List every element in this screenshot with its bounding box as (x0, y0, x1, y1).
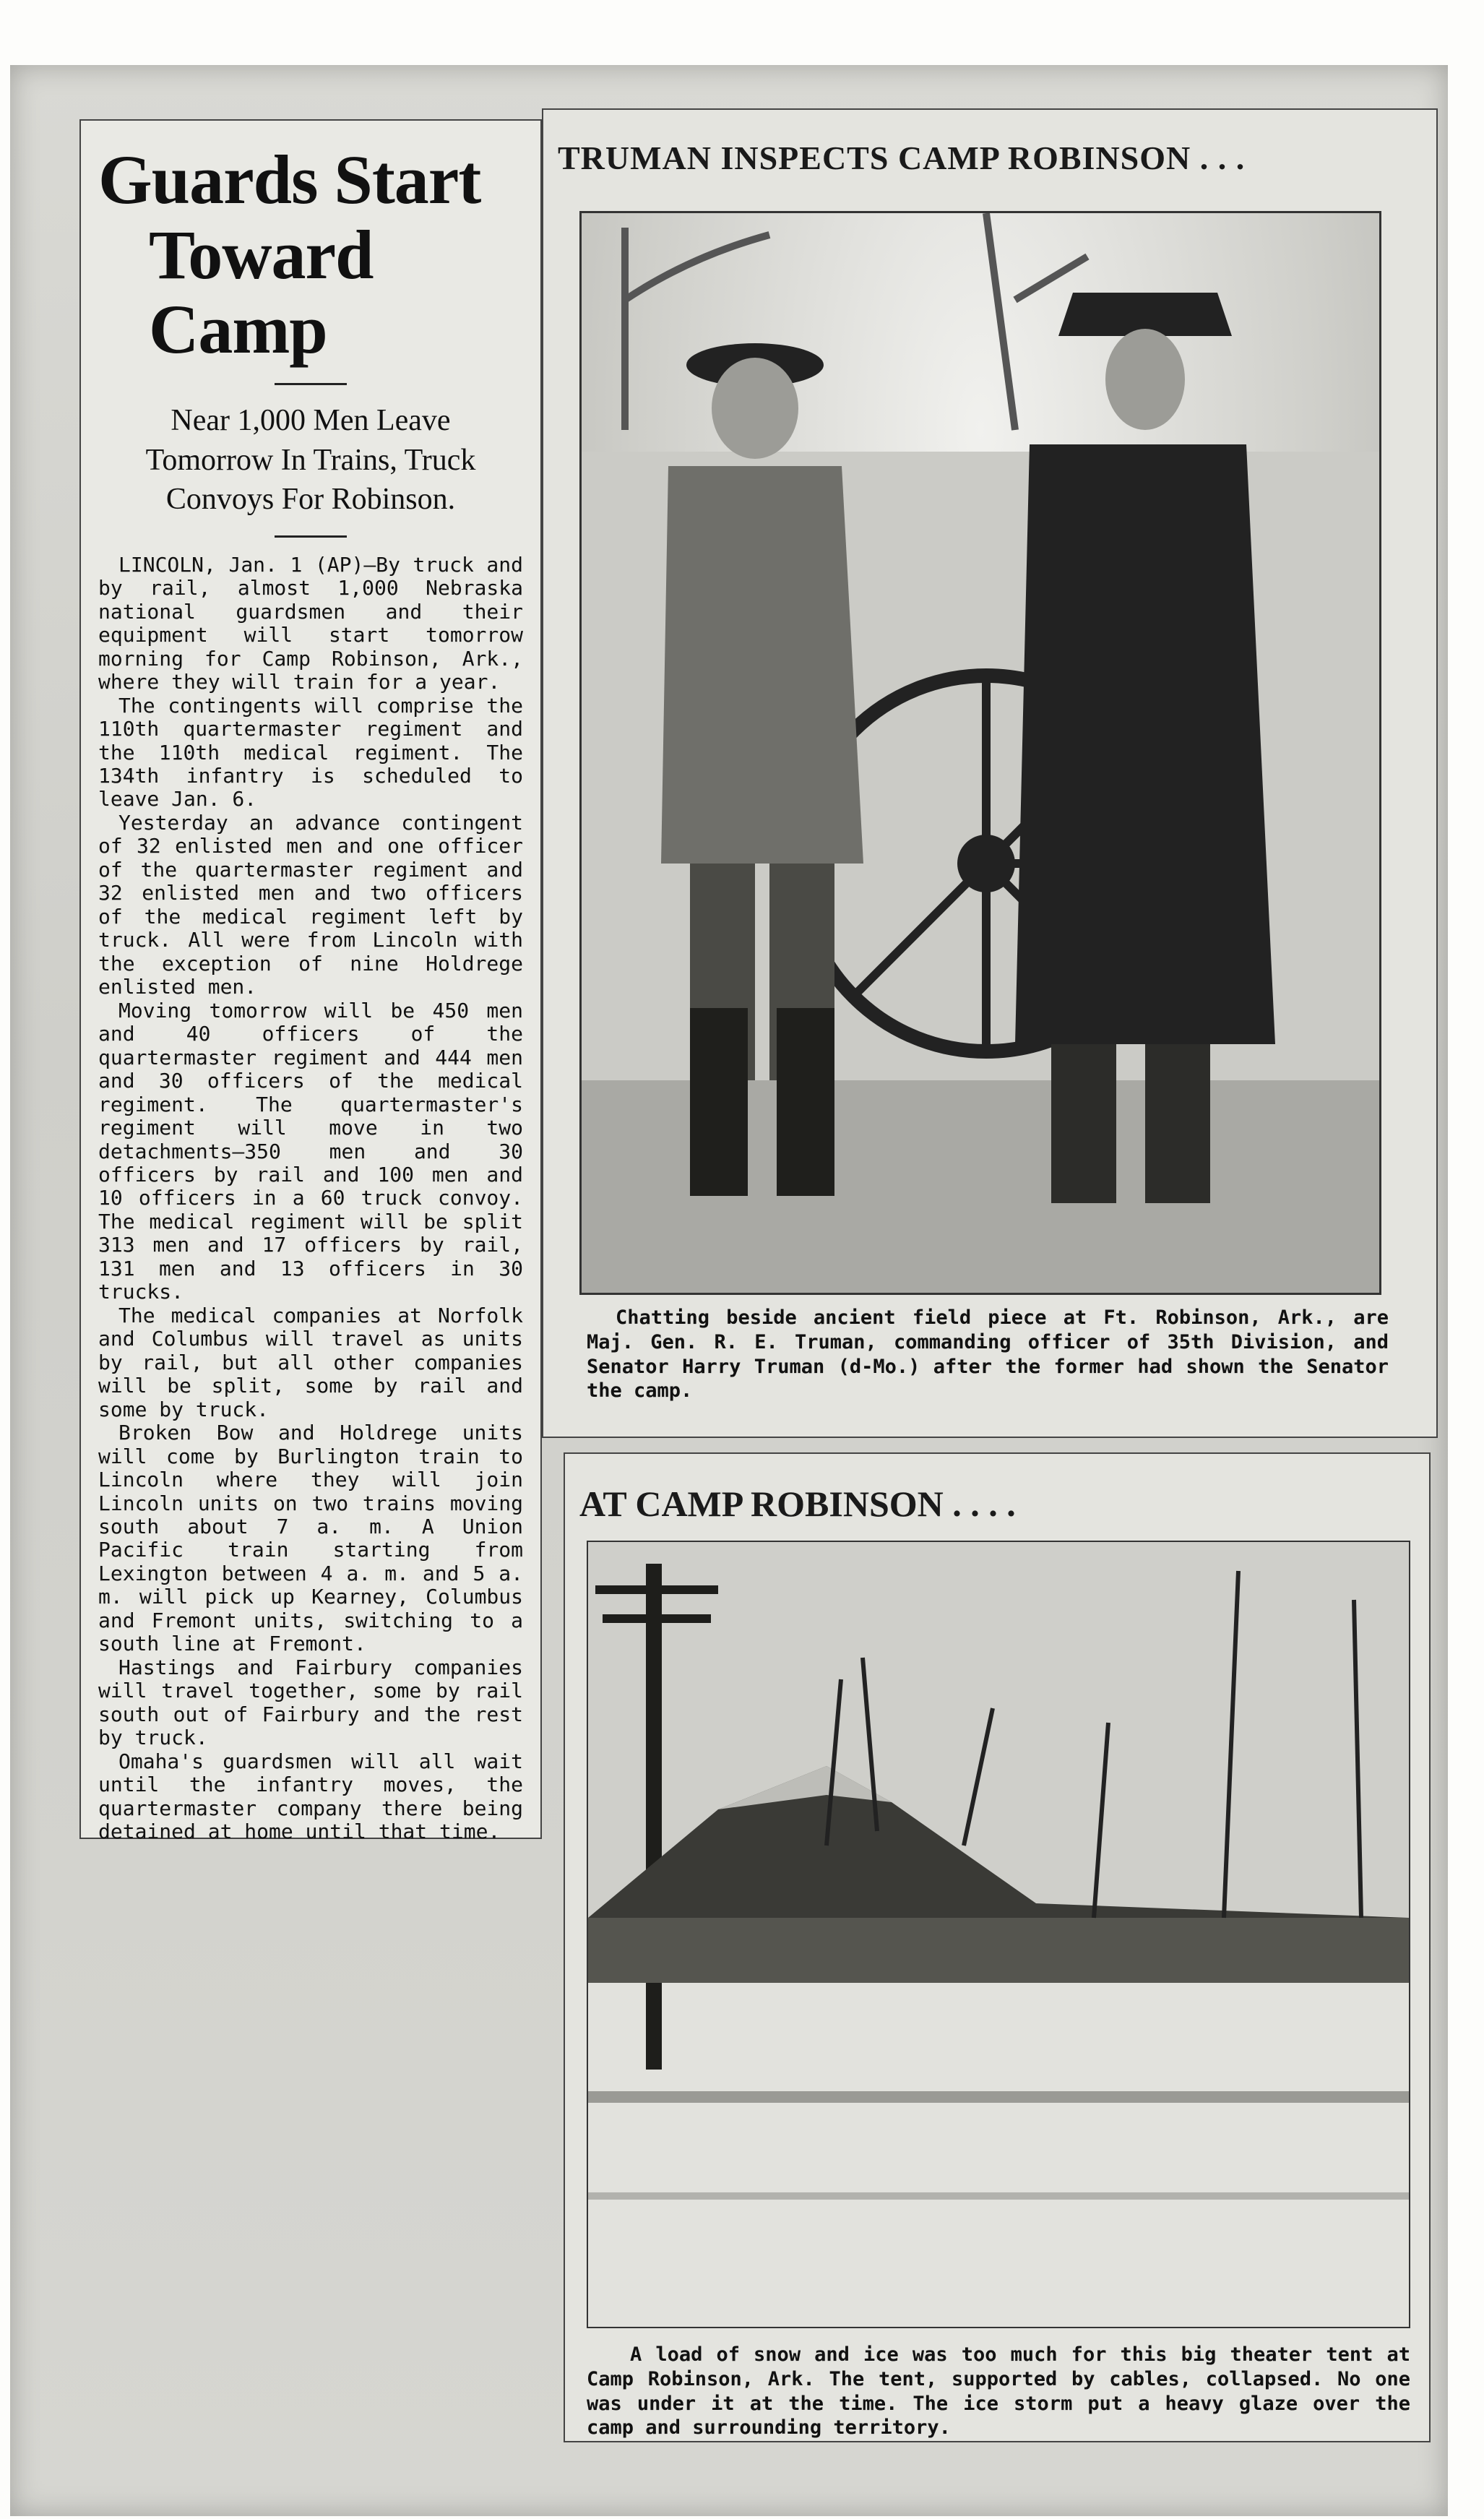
article-paragraph: The contingents will comprise the 110th quartermaster regiment and the 110th medical regiment. The 134th infantry is scheduled to leave Jan. 6. (98, 693, 523, 811)
article-body (98, 554, 523, 1844)
camp-banner: AT CAMP ROBINSON . . . . (579, 1484, 1016, 1524)
article-paragraph: Moving tomorrow will be 450 men and 40 officers of the quartermaster regiment and 444 men and 30 officers of the medical regiment. The quartermaster's regiment will move in two detachments—350 men and 30 officers by rail and 100 men and 10 officers in a 60 truck convoy. The medical regiment will be split 313 men and 17 officers by rail, 131 men and 13 officers in 30 trucks. (98, 998, 523, 1304)
deck-divider (275, 535, 347, 538)
article-paragraph: The medical companies at Norfolk and Columbus will travel as units by rail, but all other companies will be split, some by rail and some by truck. (98, 1303, 523, 1421)
tent-photo-illustration (588, 1542, 1409, 2327)
article-paragraph: Broken Bow and Holdrege units will come by Burlington train to Lincoln where they will join Lincoln units on two trains moving south about 7 a. m. A Union Pacific train starting from Lexington between 4 a. m. and 5 a. m. will pick up Kearney, Columbus and Fremont units, switching to a south line at Fremont. (98, 1421, 523, 1656)
camp-robinson-clipping (564, 1452, 1431, 2442)
headline-line-2: Toward Camp (149, 215, 374, 369)
tent-caption: A load of snow and ice was too much for this big theater tent at Camp Robinson, Ark. The tent, supported by cables, collapsed. No one was under it at the time. The ice storm put a heavy glaze over the camp and surrounding territory. (587, 2343, 1410, 2440)
article-deck: Near 1,000 Men Leave Tomorrow In Trains, Truck Convoys For Robinson. (145, 404, 476, 517)
tent-photo (587, 1541, 1410, 2328)
article-paragraph: Omaha's guardsmen will all wait until the infantry moves, the quartermaster company there being detained at home until that time. (98, 1749, 523, 1844)
headline-line-1: Guards Start (98, 141, 481, 218)
article-paragraph: Hastings and Fairbury companies will travel together, some by rail south out of Fairbury and the rest by truck. (98, 1655, 523, 1750)
truman-photo-illustration (582, 213, 1379, 1293)
truman-banner: TRUMAN INSPECTS CAMP ROBINSON . . . (558, 139, 1246, 176)
truman-photo-clipping (542, 108, 1438, 1438)
article-headline (98, 142, 523, 367)
article-paragraph: Yesterday an advance contingent of 32 enlisted men and one officer of the quartermaster regiment and 32 enlisted men and two officers of the medical regiment left by truck. All were from Lincoln with the exception of nine Holdrege enlisted men. (98, 810, 523, 999)
headline-divider (275, 383, 347, 385)
truman-caption: Chatting beside ancient field piece at Ft. Robinson, Ark., are Maj. Gen. R. E. Truman, commanding officer of 35th Division, and Senator Harry Truman (d-Mo.) after the former had shown the Senator the camp. (587, 1306, 1389, 1403)
guards-article-clipping (79, 119, 542, 1844)
article-paragraph: LINCOLN, Jan. 1 (AP)—By truck and by rail, almost 1,000 Nebraska national guardsmen and their equipment will start tomorrow morning for Camp Robinson, Ark., where they will train for a year. (98, 552, 523, 694)
truman-photo (579, 211, 1381, 1295)
